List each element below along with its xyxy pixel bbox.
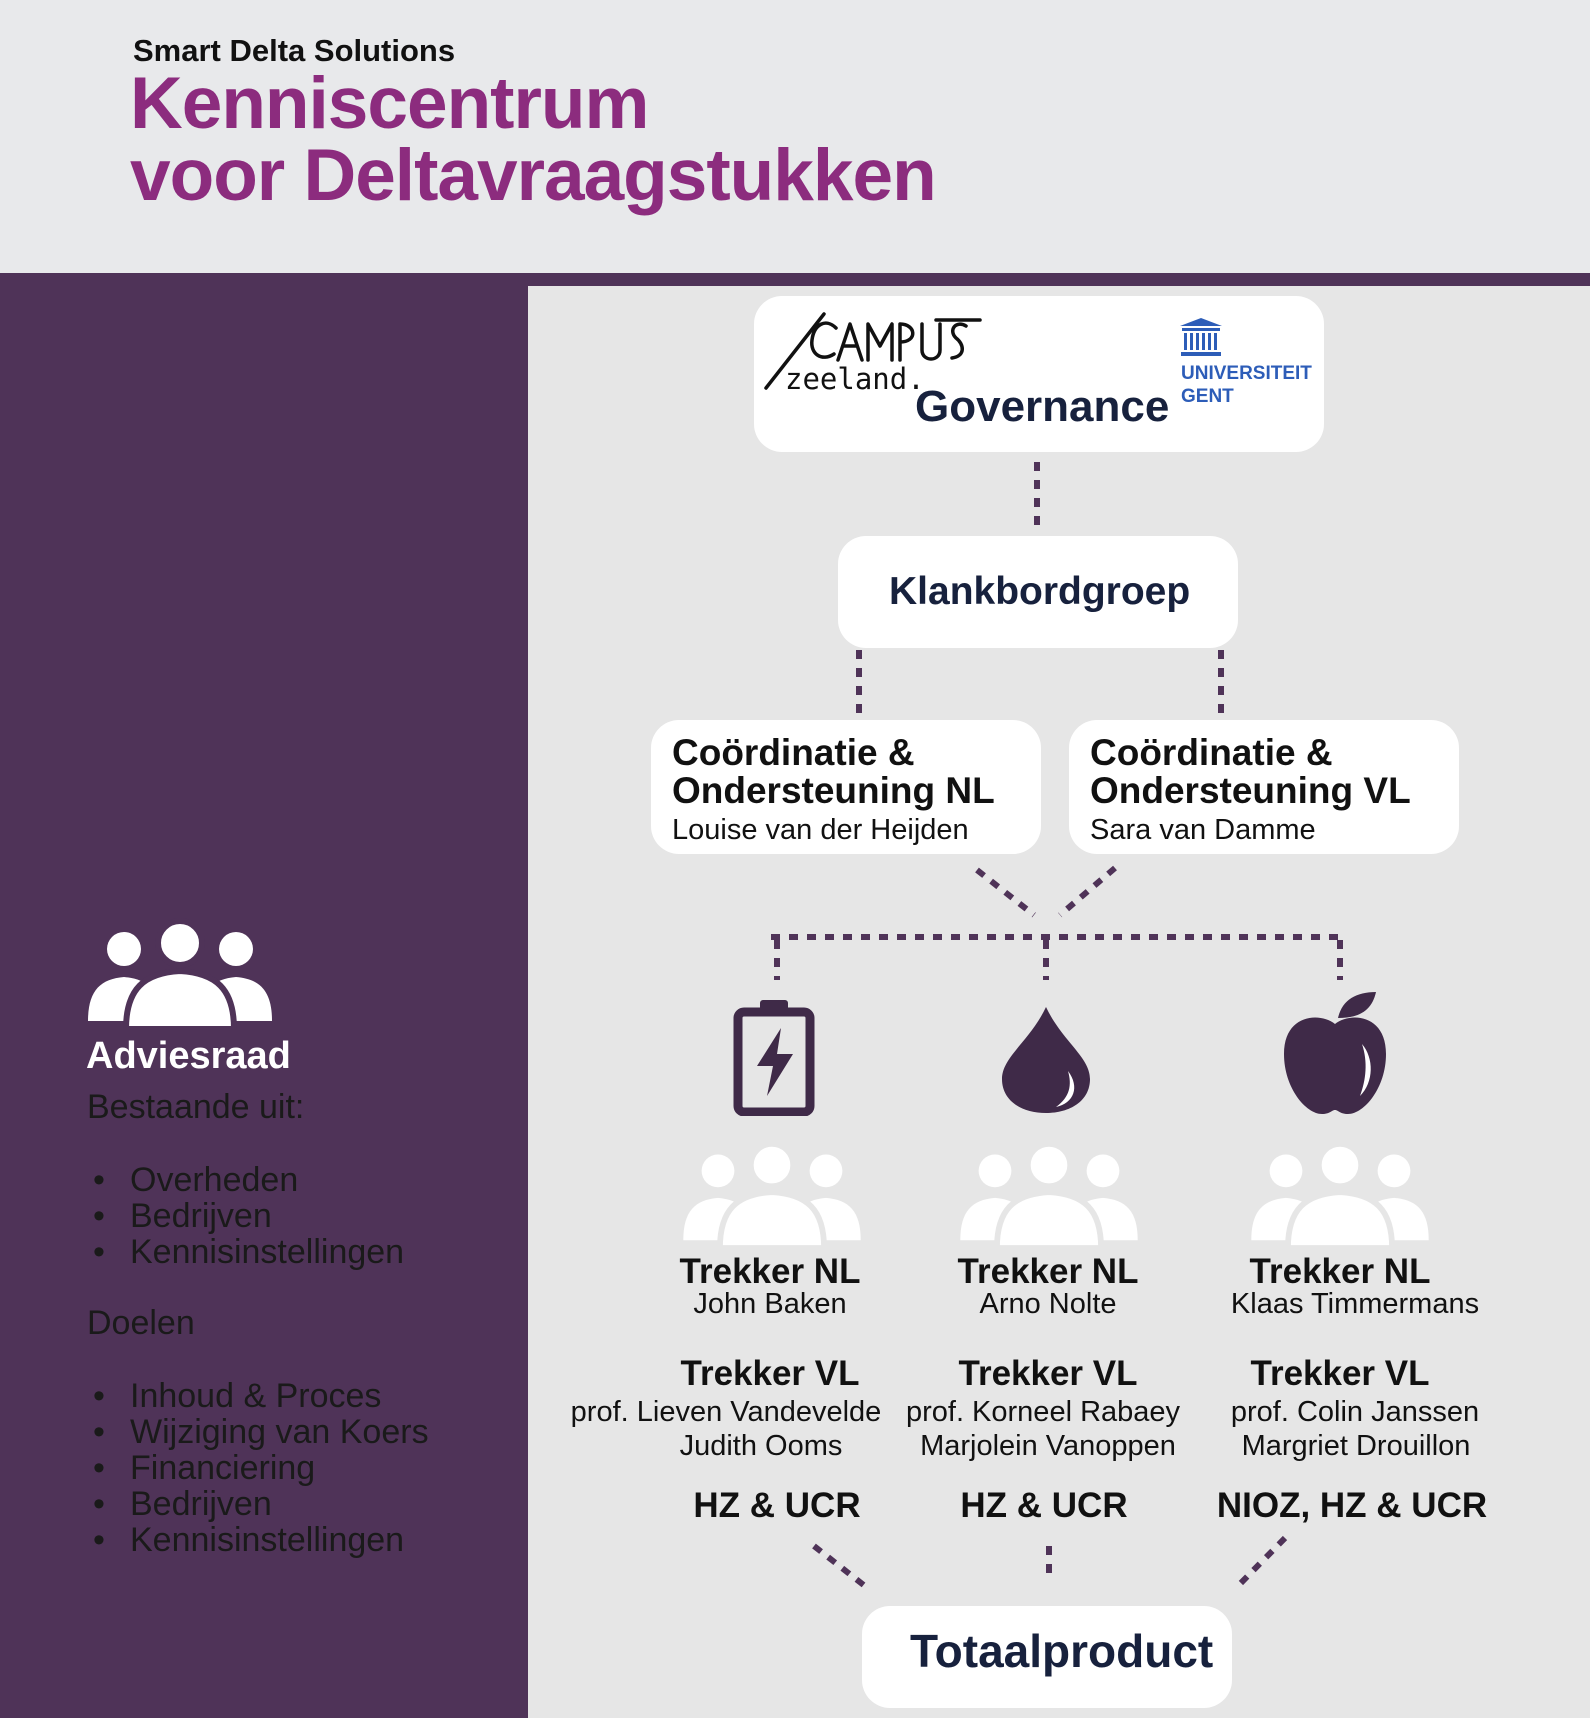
universiteit-gent-building-icon xyxy=(1180,318,1222,358)
list-item: • Financiering xyxy=(87,1450,429,1486)
list-item: • Kennisinstellingen xyxy=(87,1522,429,1558)
people-group-icon xyxy=(955,1140,1143,1248)
column-3-trekker-nl-name: Klaas Timmermans xyxy=(1230,1288,1480,1320)
column-3-trekker-vl-name-1: prof. Colin Janssen xyxy=(1230,1396,1480,1428)
column-2-trekker-nl-name: Arno Nolte xyxy=(979,1288,1117,1320)
water-drop-icon xyxy=(1000,1005,1092,1115)
coordination-vl-box xyxy=(1069,720,1459,854)
column-3-trekker-vl-label: Trekker VL xyxy=(1250,1354,1430,1393)
column-1-institutions: HZ & UCR xyxy=(693,1486,861,1525)
coordination-vl-line-1: Coördinatie & xyxy=(1090,732,1333,773)
coordination-vl-title xyxy=(1090,734,1411,810)
column-1-trekker-vl-label: Trekker VL xyxy=(680,1354,860,1393)
list-item: • Bedrijven xyxy=(87,1486,429,1522)
column-3-institutions: NIOZ, HZ & UCR xyxy=(1216,1486,1488,1525)
header-subtitle: Smart Delta Solutions xyxy=(133,33,456,68)
list-item: • Wijziging van Koers xyxy=(87,1414,429,1450)
universiteit-gent-logo-text xyxy=(1181,362,1312,408)
column-1-trekker-vl-name-2: Judith Ooms xyxy=(679,1430,843,1462)
column-1-trekker-vl-name-1: prof. Lieven Vandevelde xyxy=(570,1396,882,1428)
adviesraad-intro: Bestaande uit: xyxy=(87,1088,305,1126)
page-title-line-2: voor Deltavraagstukken xyxy=(130,135,936,216)
ugent-line-1: UNIVERSITEIT xyxy=(1181,363,1312,384)
column-1-trekker-nl-name: John Baken xyxy=(693,1288,847,1320)
klankbordgroep-box xyxy=(838,536,1238,648)
totaalproduct-box xyxy=(862,1606,1232,1708)
column-3-trekker-vl-name-2: Margriet Drouillon xyxy=(1241,1430,1471,1462)
page-title-line-1: Kenniscentrum xyxy=(130,63,649,144)
coordination-nl-line-2: Ondersteuning NL xyxy=(672,770,995,811)
governance-label: Governance xyxy=(915,382,1170,431)
totaalproduct-label: Totaalproduct xyxy=(910,1625,1214,1677)
coordination-nl-title xyxy=(672,734,995,810)
connector-vl-merge xyxy=(1060,868,1115,915)
apple-icon xyxy=(1280,988,1390,1116)
ugent-line-2: GENT xyxy=(1181,386,1234,407)
coordination-vl-line-2: Ondersteuning VL xyxy=(1090,770,1411,811)
connector-col-3-total xyxy=(1236,1538,1285,1588)
column-2-institutions: HZ & UCR xyxy=(960,1486,1128,1525)
connector-nl-merge xyxy=(977,870,1034,915)
column-1-trekker-nl-label: Trekker NL xyxy=(679,1252,861,1291)
coordination-nl-line-1: Coördinatie & xyxy=(672,732,915,773)
adviesraad-goals-label: Doelen xyxy=(87,1304,195,1342)
list-item: • Inhoud & Proces xyxy=(87,1378,429,1414)
campus-zeeland-text: zeeland. xyxy=(785,362,925,396)
column-2-trekker-vl-label: Trekker VL xyxy=(958,1354,1138,1393)
coordination-vl-name: Sara van Damme xyxy=(1090,814,1316,846)
battery-icon xyxy=(733,998,815,1116)
connector-col-1-total xyxy=(814,1546,870,1590)
people-group-icon xyxy=(1246,1140,1434,1248)
list-item: • Overheden xyxy=(87,1162,404,1198)
coordination-nl-name: Louise van der Heijden xyxy=(672,814,969,846)
list-item: • Kennisinstellingen xyxy=(87,1234,404,1270)
column-2-trekker-vl-name-1: prof. Korneel Rabaey xyxy=(905,1396,1181,1428)
column-2-trekker-nl-label: Trekker NL xyxy=(957,1252,1139,1291)
people-group-icon xyxy=(678,1140,866,1248)
adviesraad-title: Adviesraad xyxy=(86,1035,291,1077)
klankbordgroep-label: Klankbordgroep xyxy=(889,570,1191,613)
list-item: • Bedrijven xyxy=(87,1198,404,1234)
column-2-trekker-vl-name-2: Marjolein Vanoppen xyxy=(920,1430,1176,1462)
column-3-trekker-nl-label: Trekker NL xyxy=(1249,1252,1431,1291)
coordination-nl-box xyxy=(651,720,1041,854)
